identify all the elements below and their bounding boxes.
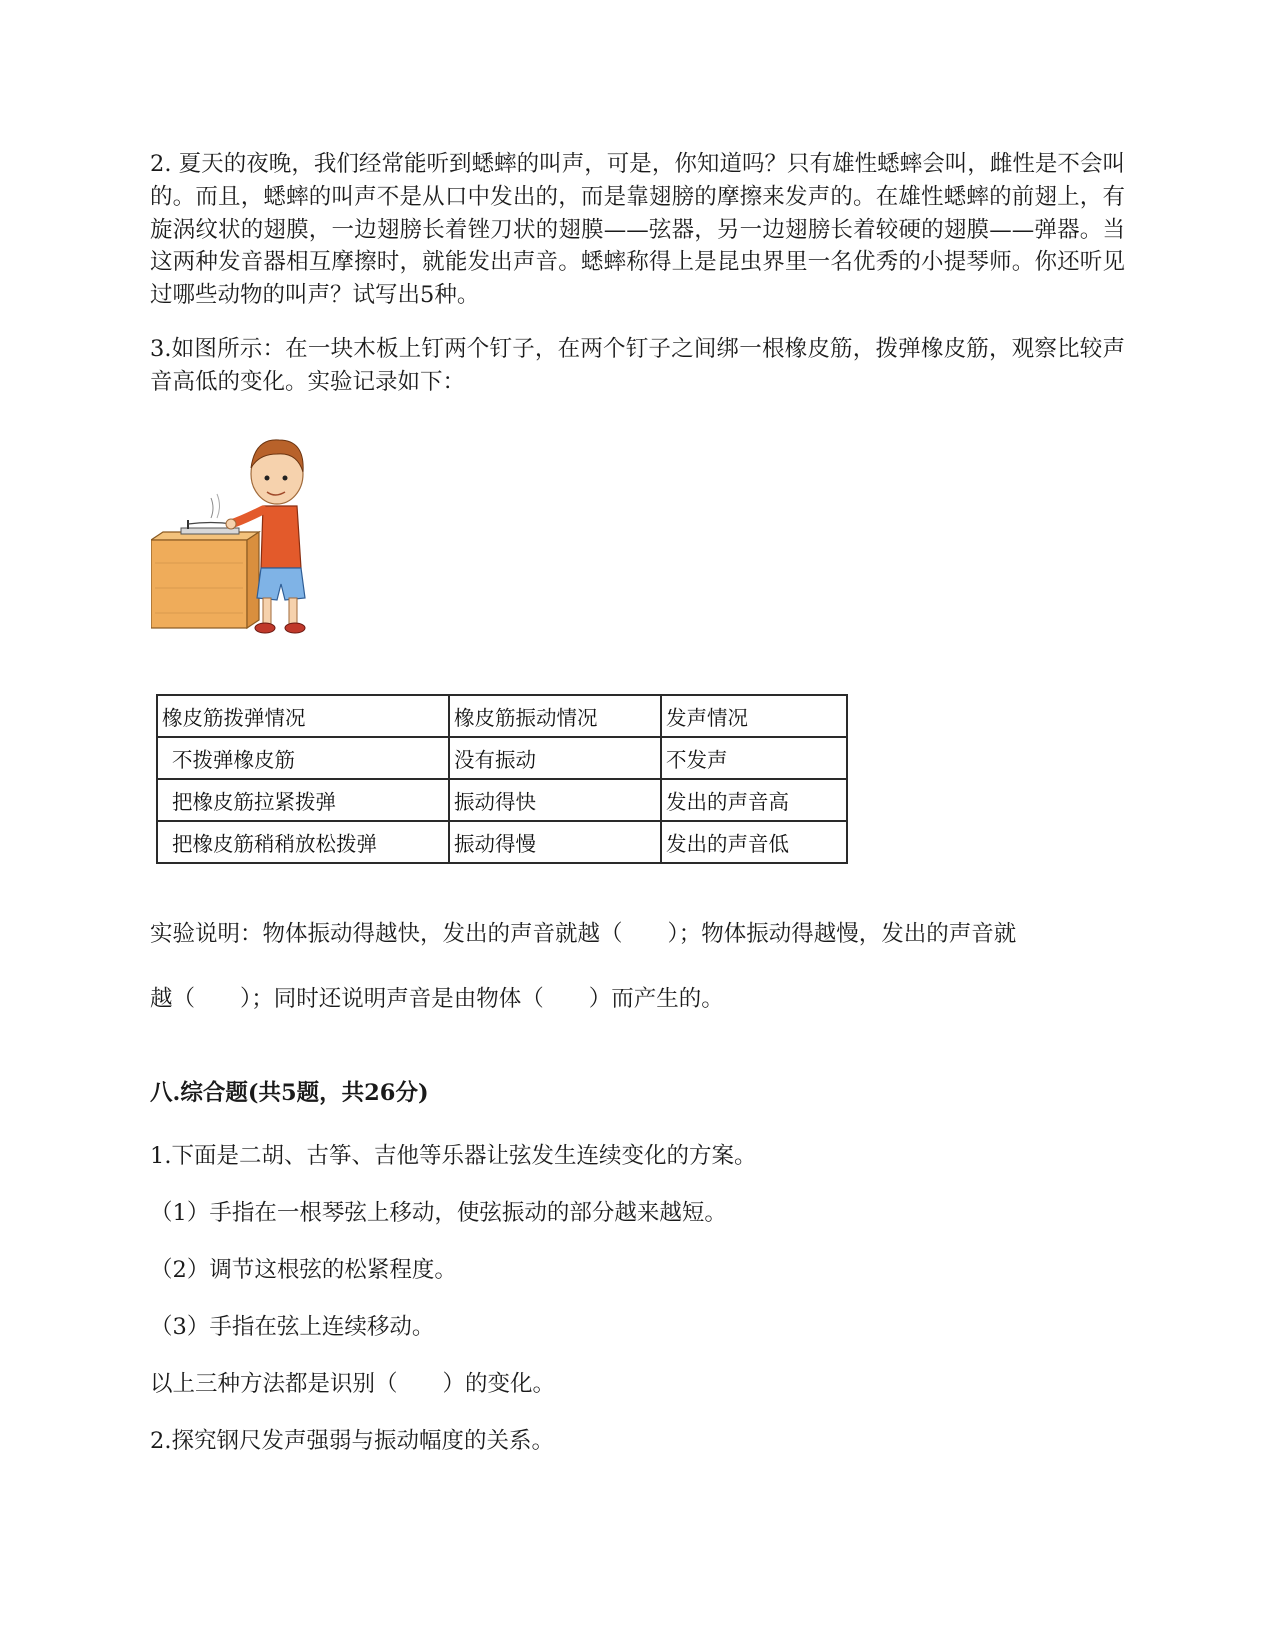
section-8-question-1-item: （2）调节这根弦的松紧程度。 — [150, 1257, 457, 1283]
question-2-text: 2. 夏天的夜晚，我们经常能听到蟋蟀的叫声，可是，你知道吗？只有雄性蟋蟀会叫，雌性是不会叫的。而且，蟋蟀的叫声不是从口中发出的，而是靠翅膀的摩擦来发声的。在雄性蟋蟀的前翅上，有旋涡纹状的翅膜，一边翅膀长着锉刀状的翅膜——弦器，另一边翅膀长着较硬的翅膜——弹器。当这两种发音器相互摩擦时，就能发出声音。蟋蟀称得上是昆虫界里一名优秀的小提琴师。你还听见过哪些动物的叫声？试写出5种。 — [150, 151, 1125, 309]
table-cell: 没有振动 — [449, 737, 661, 779]
section-8-question-1-item: （1）手指在一根琴弦上移动，使弦振动的部分越来越短。 — [150, 1200, 727, 1226]
table-header-row — [157, 695, 847, 737]
boy-plucking-rubber-band-illustration — [151, 428, 313, 636]
section-8-question-1-item: （3）手指在弦上连续移动。 — [150, 1314, 435, 1340]
section-8-question-1-intro: 1.下面是二胡、古筝、吉他等乐器让弦发生连续变化的方案。 — [150, 1143, 757, 1169]
table-row — [157, 737, 847, 779]
header-cell: 橡皮筋振动情况 — [449, 695, 661, 737]
section-8-question-1-conclusion: 以上三种方法都是识别（ ）的变化。 — [150, 1371, 556, 1397]
table-cell: 发出的声音高 — [661, 779, 847, 821]
table-cell: 振动得快 — [449, 779, 661, 821]
table-cell: 把橡皮筋稍稍放松拨弹 — [157, 821, 449, 863]
question-3-text: 3.如图所示：在一块木板上钉两个钉子，在两个钉子之间绑一根橡皮筋，拨弹橡皮筋，观察比较声音高低的变化。实验记录如下： — [150, 336, 1125, 395]
experiment-record-table — [156, 694, 848, 864]
section-8-heading: 八.综合题(共5题，共26分) — [150, 1080, 429, 1106]
table-row — [157, 779, 847, 821]
experiment-explanation-line-2: 越（ ）；同时还说明声音是由物体（ ）而产生的。 — [150, 986, 724, 1012]
table-cell: 不拨弹橡皮筋 — [157, 737, 449, 779]
table-cell: 不发声 — [661, 737, 847, 779]
table-row — [157, 821, 847, 863]
header-cell: 橡皮筋拨弹情况 — [157, 695, 449, 737]
experiment-explanation-line-1: 实验说明：物体振动得越快，发出的声音就越（ ）；物体振动得越慢，发出的声音就 — [150, 921, 1017, 947]
table-cell: 振动得慢 — [449, 821, 661, 863]
section-8-question-2-intro: 2.探究钢尺发声强弱与振动幅度的关系。 — [150, 1428, 554, 1454]
header-cell: 发声情况 — [661, 695, 847, 737]
table-cell: 发出的声音低 — [661, 821, 847, 863]
table-cell: 把橡皮筋拉紧拨弹 — [157, 779, 449, 821]
